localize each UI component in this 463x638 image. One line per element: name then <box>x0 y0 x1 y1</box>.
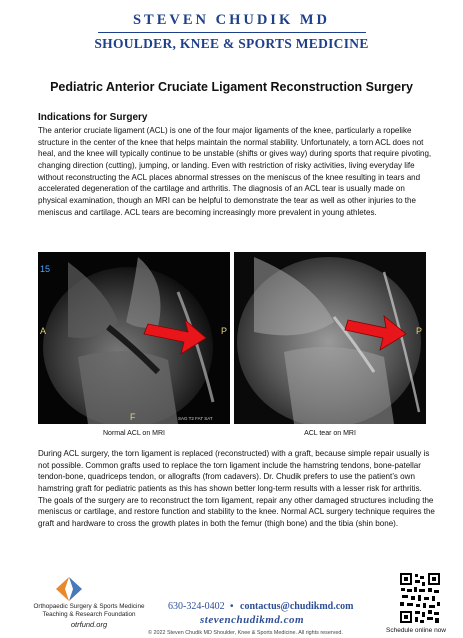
mri-side-left-label: A <box>40 326 47 336</box>
mri-side-right-label: P <box>416 326 423 336</box>
practice-name: STEVEN CHUDIK MD <box>132 12 331 28</box>
foundation-name: Orthopaedic Surgery & Sports Medicine <box>33 603 145 610</box>
practice-specialty: SHOULDER, KNEE & SPORTS MEDICINE <box>94 36 369 51</box>
copyright-notice: © 2022 Steven Chudik MD Shoulder, Knee & Sports Medicine. All rights reserved. <box>148 630 343 636</box>
acl-tear-caption: ACL tear on MRI <box>304 430 356 437</box>
indications-paragraph: The anterior cruciate ligament (ACL) is one of the four major ligaments of the knee, particularly a ropelike structure in the center of the knee that helps maintain the normal stability. Unfortunately, a torn ACL does not heal, and the knee will typically continue to be unstable (shifts or gives way) during sports that require pivoting, changing direction (cutting), jumping, or landing. Even with restriction of risky activities, living everyday life without reconstructing the ACL places abnormal stresses on the meniscus of the knee resulting in tears and accelerated degeneration of the cartilage and arthritis. The diagnosis of an ACL tear is usually made on physical examination, though an MRI can be helpful to demonstrate the tear as well as other injuries to the meniscus and cartilage. ACL tears are becoming increasingly more prevalent in young athletes. <box>38 126 432 217</box>
page-title: Pediatric Anterior Cruciate Ligament Reconstruction Surgery <box>50 80 413 94</box>
mri-sequence-label: SAG T2 FAT SAT <box>178 416 213 421</box>
surgery-paragraph: During ACL surgery, the torn ligament is replaced (reconstructed) with a graft, because simple repair usually is not possible. Common grafts used to replace the torn ligament include the hamstring tendons, bone-patellar tendon-bone, quadriceps tendon, or allografts (from cadavers). Dr. Chudik prefers to use the patient’s own hamstring graft for pediatric patients as this has shown better long-term results with a lesser risk for arthritis. The goals of the surgery are to reconstruct the torn ligament, repair any other damaged structures including the meniscus or cartilage, and restore function and stability to the knee. Normal ACL surgery technique requires the graft and hardware to cross the growth plates in both the femur (thigh bone) and the tibia (shin bone). <box>38 449 435 528</box>
mri-bottom-label: F <box>130 412 136 422</box>
mri-side-right-label: P <box>221 326 228 336</box>
normal-acl-caption: Normal ACL on MRI <box>103 430 165 437</box>
contact-separator: • <box>230 601 234 612</box>
phone-number[interactable]: 630-324-0402 <box>168 601 225 612</box>
website-link[interactable]: stevenchudikmd.com <box>200 614 305 626</box>
contact-email-link[interactable]: contactus@chudikmd.com <box>240 601 354 612</box>
header-divider <box>98 32 366 33</box>
mri-slice-label: 15 <box>40 264 51 274</box>
foundation-subtitle: Teaching & Research Foundation <box>42 611 136 618</box>
foundation-url[interactable]: otrfund.org <box>70 620 108 629</box>
acl-tear-mri-image <box>234 252 426 424</box>
qr-code-icon[interactable] <box>399 572 441 624</box>
section-heading: Indications for Surgery <box>38 112 148 123</box>
normal-acl-mri-image <box>38 252 230 424</box>
qr-label: Schedule online now <box>386 627 446 634</box>
